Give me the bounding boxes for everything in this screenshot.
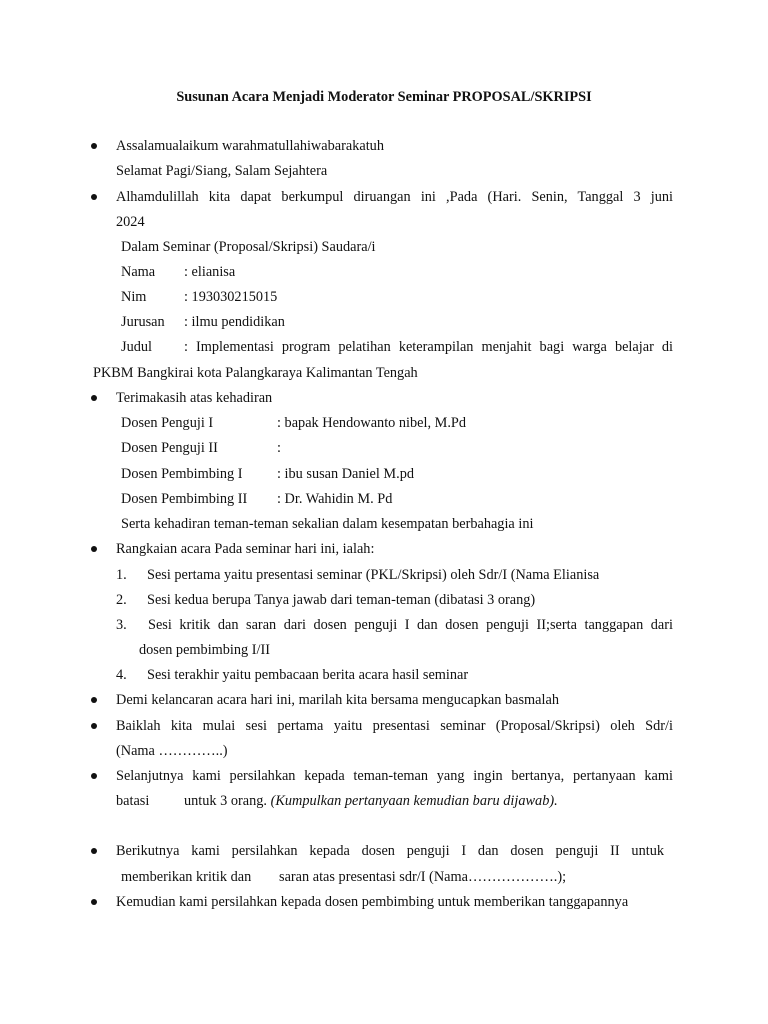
- agenda-number: 1.: [116, 567, 127, 583]
- agenda-item: Sesi kritik dan saran dari dosen penguji I dan dosen penguji II;serta tanggapan dari: [148, 617, 673, 633]
- agenda-number: 2.: [116, 592, 127, 608]
- seminar-line: Dalam Seminar (Proposal/Skripsi) Saudara/i: [121, 239, 376, 255]
- bullet: [91, 697, 97, 703]
- examiners-line-2b: saran atas presentasi sdr/I (Nama……………….);: [279, 869, 567, 885]
- student-value: : 193030215015: [184, 289, 278, 305]
- bullet: [91, 194, 97, 200]
- examiner-role: Dosen Penguji I: [121, 415, 214, 431]
- greeting-line-2: Selamat Pagi/Siang, Salam Sejahtera: [116, 163, 328, 179]
- examiner-role: Dosen Penguji II: [121, 440, 218, 456]
- bullet: [91, 848, 97, 854]
- agenda-item-continued: dosen pembimbing I/II: [139, 642, 271, 658]
- examiners-line-1: Berikutnya kami persilahkan kepada dosen penguji I dan dosen penguji II untuk: [116, 843, 664, 859]
- greeting-line-1: Assalamualaikum warahmatullahiwabarakatuh: [116, 138, 384, 154]
- bullet: [91, 395, 97, 401]
- questions-limit: [184, 792, 558, 810]
- supervisor-line: Kemudian kami persilahkan kepada dosen pembimbing untuk memberikan tanggapannya: [116, 894, 629, 910]
- thanks-heading: Terimakasih atas kehadiran: [116, 390, 273, 406]
- opening-line-1: Alhamdulillah kita dapat berkumpul diruangan ini ,Pada (Hari. Senin, Tanggal 3 juni: [116, 189, 673, 205]
- bullet: [91, 773, 97, 779]
- document-title: Susunan Acara Menjadi Moderator Seminar PROPOSAL/SKRIPSI: [176, 89, 592, 105]
- first-session-line-2: (Nama …………..): [116, 743, 228, 759]
- questions-note: (Kumpulkan pertanyaan kemudian baru dijawab).: [270, 793, 558, 809]
- basmalah-line: Demi kelancaran acara hari ini, marilah kita bersama mengucapkan basmalah: [116, 692, 559, 708]
- agenda-heading: Rangkaian acara Pada seminar hari ini, ialah:: [116, 541, 375, 557]
- examiner-name: :: [277, 440, 281, 456]
- supervisor-role: Dosen Pembimbing II: [121, 491, 248, 507]
- supervisor-name: : ibu susan Daniel M.pd: [277, 466, 415, 482]
- bullet: [91, 546, 97, 552]
- student-label: Jurusan: [121, 314, 165, 330]
- agenda-number: 4.: [116, 667, 127, 683]
- bullet: [91, 899, 97, 905]
- student-label: Nim: [121, 289, 147, 305]
- examiner-name: : bapak Hendowanto nibel, M.Pd: [277, 415, 467, 431]
- agenda-item: Sesi pertama yaitu presentasi seminar (PKL/Skripsi) oleh Sdr/I (Nama Elianisa: [147, 567, 600, 583]
- questions-limit-text: untuk 3 orang.: [184, 793, 267, 809]
- questions-line-1: Selanjutnya kami persilahkan kepada teman-teman yang ingin bertanya, pertanyaan kami: [116, 768, 673, 784]
- first-session-line-1: Baiklah kita mulai sesi pertama yaitu presentasi seminar (Proposal/Skripsi) oleh Sdr/i: [116, 718, 673, 734]
- agenda-item: Sesi kedua berupa Tanya jawab dari teman-teman (dibatasi 3 orang): [147, 592, 536, 608]
- supervisor-name: : Dr. Wahidin M. Pd: [277, 491, 393, 507]
- supervisor-role: Dosen Pembimbing I: [121, 466, 243, 482]
- student-label: Nama: [121, 264, 156, 280]
- opening-line-2: 2024: [116, 214, 145, 230]
- thanks-closing: Serta kehadiran teman-teman sekalian dalam kesempatan berbahagia ini: [121, 516, 534, 532]
- student-value: : Implementasi program pelatihan keterampilan menjahit bagi warga belajar di: [184, 339, 673, 355]
- bullet: [91, 143, 97, 149]
- examiners-line-2a: memberikan kritik dan: [121, 869, 252, 885]
- agenda-number: 3.: [116, 617, 127, 633]
- student-value: : elianisa: [184, 264, 236, 280]
- judul-continued: PKBM Bangkirai kota Palangkaraya Kalimantan Tengah: [93, 365, 418, 381]
- student-label: Judul: [121, 339, 152, 355]
- agenda-item: Sesi terakhir yaitu pembacaan berita acara hasil seminar: [147, 667, 469, 683]
- bullet: [91, 723, 97, 729]
- student-value: : ilmu pendidikan: [184, 314, 285, 330]
- questions-batasi: batasi: [116, 793, 150, 809]
